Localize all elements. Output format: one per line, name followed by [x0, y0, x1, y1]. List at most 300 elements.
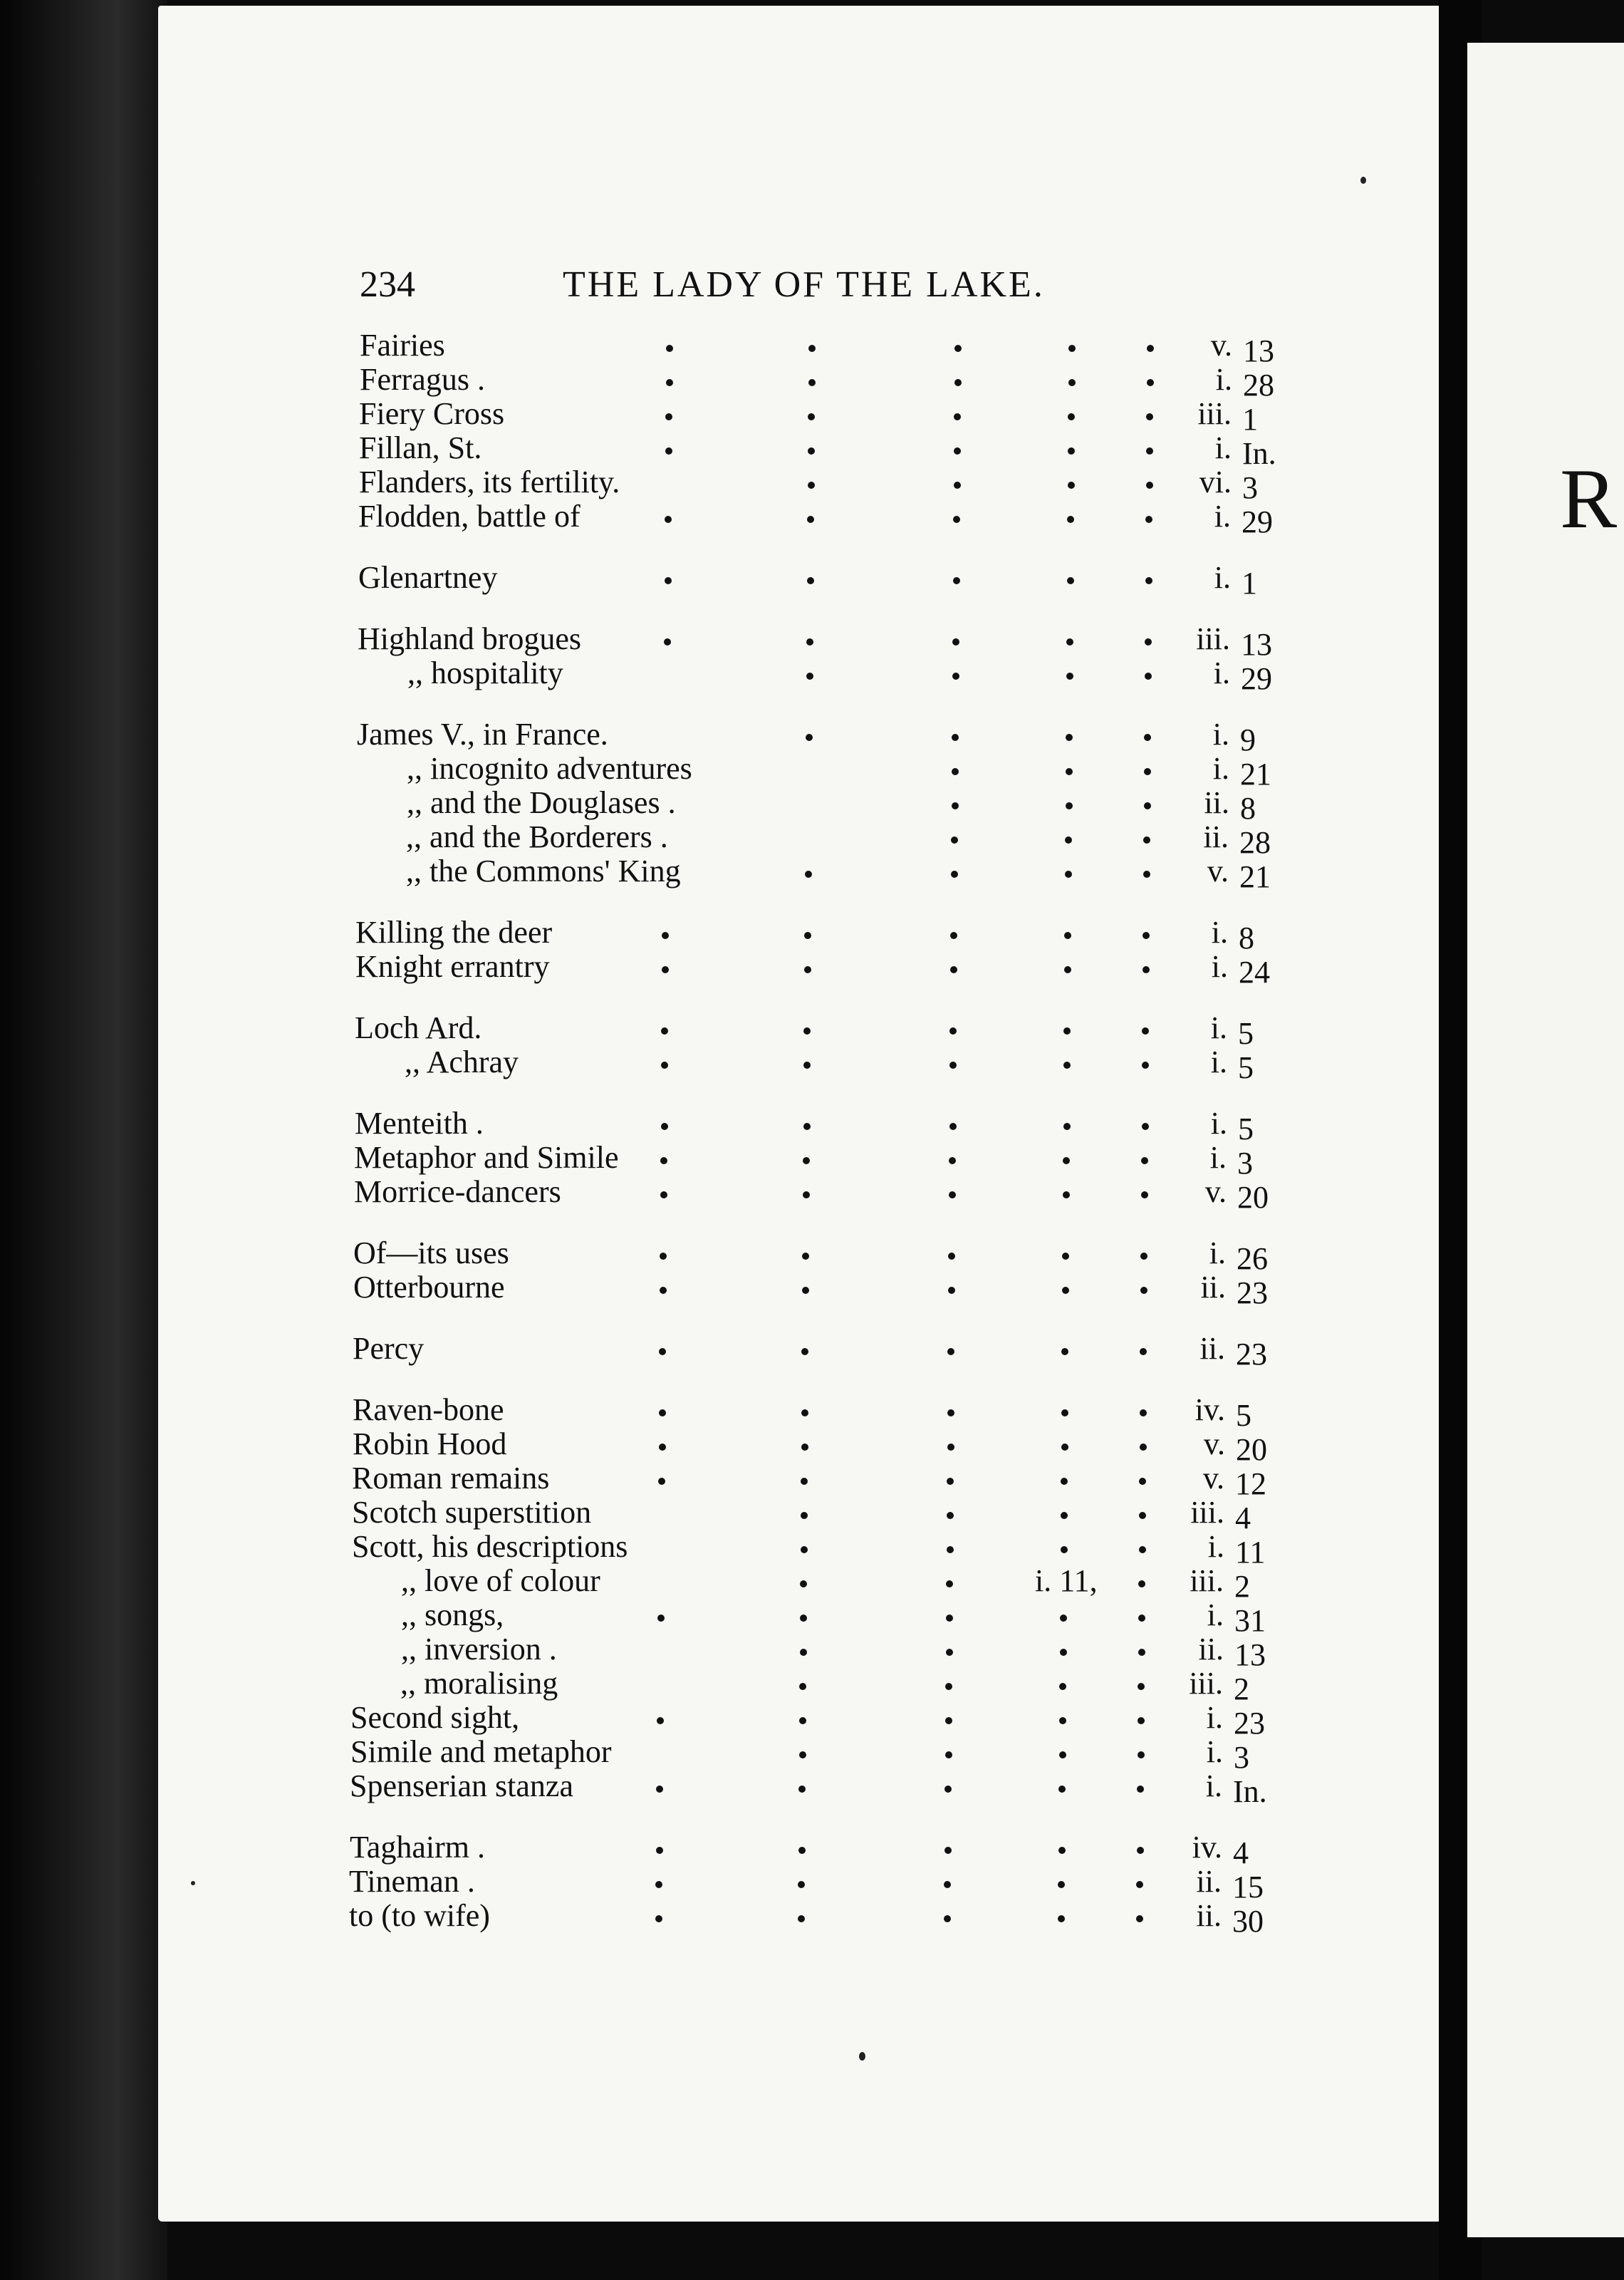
entry-term: ,, Achray [405, 1045, 519, 1079]
leader-dot [949, 1191, 956, 1198]
entry-term: Of—its uses [353, 1235, 509, 1270]
index-entry [0, 1632, 1439, 1672]
leader-dot [1142, 1123, 1149, 1130]
entry-stanza: 29 [1242, 504, 1273, 539]
leader-dot [662, 966, 669, 973]
entry-canto: ii. [1196, 1864, 1222, 1899]
index-entry [0, 560, 1439, 601]
leader-dot [808, 482, 815, 489]
leader-dot [807, 577, 814, 584]
leader-dot [1142, 1062, 1149, 1069]
index-entry [0, 362, 1439, 403]
leader-dot [801, 1444, 808, 1451]
index-entry [0, 819, 1439, 860]
leader-dot [1068, 413, 1075, 420]
leader-dot [1144, 802, 1151, 809]
leader-dot [1145, 673, 1152, 680]
entry-canto: i. [1213, 656, 1230, 690]
leader-dot [804, 932, 811, 939]
leader-dot [802, 1287, 809, 1294]
leader-dot [947, 1409, 954, 1416]
leader-dot [664, 638, 671, 646]
right-page-letter: R [1560, 451, 1618, 546]
leader-dot [808, 413, 815, 420]
leader-dot [946, 1580, 953, 1587]
entry-extra-reference: i. 11, [1035, 1563, 1098, 1598]
entry-canto: iii. [1190, 1495, 1224, 1530]
leader-dot [1058, 1881, 1065, 1888]
leader-dot [1066, 768, 1073, 775]
entry-canto: i. [1209, 1140, 1227, 1175]
leader-dot [801, 1409, 808, 1416]
index-entry [0, 1106, 1439, 1146]
entry-stanza: 30 [1232, 1904, 1264, 1939]
margin-speck [859, 2052, 865, 2061]
entry-stanza: 5 [1238, 1112, 1254, 1146]
entry-term: ,, and the Borderers . [406, 819, 668, 854]
leader-dot [803, 1027, 811, 1035]
leader-dot [806, 638, 813, 646]
leader-dot [952, 768, 959, 775]
index-entry [0, 1270, 1439, 1310]
index-entry [0, 949, 1439, 990]
leader-dot [1144, 734, 1151, 741]
entry-term: Flanders, its fertility. [359, 465, 620, 499]
entry-term: Second sight, [350, 1700, 520, 1735]
entry-canto: iii. [1189, 1666, 1223, 1701]
leader-dot [944, 1847, 952, 1854]
entry-term: Robin Hood [353, 1426, 507, 1461]
leader-dot [944, 1786, 952, 1793]
entry-canto: i. [1209, 1235, 1226, 1270]
leader-dot [800, 1615, 807, 1622]
leader-dot [1068, 379, 1076, 386]
leader-dot [661, 1027, 668, 1035]
leader-dot [1141, 1191, 1148, 1198]
leader-dot [803, 1062, 811, 1069]
index-entry [0, 328, 1439, 368]
index-entry [0, 1426, 1439, 1467]
index-entry [0, 915, 1439, 955]
leader-dot [1061, 1348, 1068, 1355]
page-number: 234 [360, 264, 415, 305]
entry-stanza: 23 [1234, 1706, 1265, 1741]
leader-dot [1061, 1444, 1068, 1451]
index-entry [0, 1331, 1439, 1372]
leader-dot [1142, 1027, 1149, 1035]
leader-dot [1062, 1287, 1069, 1294]
entry-term: Simile and metaphor [350, 1734, 612, 1769]
entry-canto: i. [1212, 751, 1229, 786]
leader-dot [945, 1751, 952, 1758]
leader-dot [805, 871, 812, 878]
entry-stanza: 26 [1237, 1241, 1268, 1276]
leader-dot [952, 734, 959, 741]
leader-dot [808, 379, 816, 386]
leader-dot [949, 1062, 957, 1069]
entry-term: ,, moralising [400, 1666, 558, 1701]
leader-dot [1063, 1157, 1070, 1164]
leader-dot [665, 447, 672, 455]
leader-dot [1066, 734, 1073, 741]
leader-dot [666, 379, 673, 386]
entry-stanza: 13 [1234, 1637, 1266, 1672]
leader-dot [945, 1717, 952, 1724]
leader-dot [1136, 1915, 1143, 1922]
leader-dot [1140, 1409, 1147, 1416]
leader-dot [950, 932, 957, 939]
leader-dot [952, 638, 959, 646]
index-entry [0, 621, 1439, 662]
entry-term: Knight errantry [355, 949, 550, 984]
leader-dot [803, 1157, 810, 1164]
leader-dot [1138, 1717, 1145, 1724]
leader-dot [659, 1409, 666, 1416]
entry-stanza: 1 [1242, 402, 1258, 437]
entry-canto: ii. [1203, 819, 1229, 854]
entry-term: Percy [353, 1331, 425, 1366]
leader-dot [954, 379, 962, 386]
leader-dot [1067, 577, 1074, 584]
index-entry [0, 396, 1439, 437]
leader-dot [1142, 932, 1150, 939]
entry-canto: ii. [1199, 1331, 1225, 1366]
entry-canto: i. [1211, 949, 1228, 984]
leader-dot [1060, 1649, 1067, 1656]
leader-dot [665, 577, 672, 584]
entry-term: ,, incognito adventures [407, 751, 692, 786]
leader-dot [1138, 1751, 1145, 1758]
entry-canto: ii. [1196, 1898, 1222, 1933]
entry-canto: iii. [1190, 1563, 1224, 1598]
leader-dot [806, 734, 813, 741]
leader-dot [1059, 1683, 1066, 1690]
leader-dot [1063, 1123, 1071, 1130]
leader-dot [657, 1717, 664, 1724]
entry-stanza: 3 [1237, 1146, 1253, 1181]
right-page [1467, 43, 1624, 2237]
entry-stanza: 23 [1237, 1275, 1268, 1310]
leader-dot [1138, 1649, 1145, 1656]
leader-dot [1066, 673, 1073, 680]
leader-dot [1062, 1253, 1069, 1260]
leader-dot [954, 345, 962, 352]
leader-dot [1139, 1512, 1146, 1519]
index-entry [0, 1700, 1439, 1741]
leader-dot [1061, 1478, 1068, 1485]
leader-dot [946, 1615, 953, 1622]
entry-term: Loch Ard. [355, 1010, 482, 1045]
entry-stanza: In. [1242, 436, 1276, 471]
entry-stanza: 28 [1243, 368, 1274, 403]
entry-stanza: 15 [1232, 1870, 1264, 1905]
leader-dot [947, 1478, 954, 1485]
leader-dot [1068, 447, 1075, 455]
leader-dot [1063, 1062, 1071, 1069]
entry-canto: v. [1204, 1174, 1227, 1209]
leader-dot [801, 1546, 808, 1553]
leader-dot [661, 1062, 668, 1069]
leader-dot [1060, 1615, 1067, 1622]
index-entry [0, 1392, 1439, 1433]
leader-dot [1067, 516, 1074, 523]
entry-canto: i. [1212, 717, 1229, 752]
entry-canto: iii. [1197, 396, 1232, 431]
index-entry [0, 499, 1439, 539]
entry-stanza: 3 [1234, 1740, 1249, 1775]
leader-dot [804, 966, 811, 973]
leader-dot [944, 1881, 951, 1888]
leader-dot [1140, 1253, 1147, 1260]
leader-dot [800, 1580, 807, 1587]
leader-dot [951, 871, 958, 878]
leader-dot [1058, 1847, 1066, 1854]
index-entry [0, 1768, 1439, 1809]
leader-dot [947, 1348, 954, 1355]
entry-canto: i. [1214, 560, 1231, 595]
leader-dot [656, 1847, 663, 1854]
leader-dot [1063, 1191, 1070, 1198]
leader-dot [1142, 966, 1150, 973]
leader-dot [660, 1253, 667, 1260]
leader-dot [808, 447, 815, 455]
leader-dot [950, 966, 957, 973]
leader-dot [1068, 482, 1075, 489]
entry-term: Glenartney [358, 560, 498, 595]
leader-dot [948, 1253, 955, 1260]
entry-stanza: 5 [1238, 1016, 1254, 1051]
leader-dot [1136, 1881, 1143, 1888]
leader-dot [948, 1287, 955, 1294]
leader-dot [953, 577, 960, 584]
leader-dot [1137, 1847, 1144, 1854]
index-entry [0, 465, 1439, 505]
leader-dot [1145, 577, 1152, 584]
entry-stanza: 3 [1242, 470, 1258, 505]
leader-dot [666, 345, 673, 352]
entry-canto: i. [1210, 1106, 1227, 1141]
index-entry [0, 1898, 1439, 1939]
entry-canto: iv. [1192, 1830, 1222, 1865]
leader-dot [1059, 1717, 1066, 1724]
entry-term: ,, and the Douglases . [407, 785, 676, 820]
leader-dot [1146, 447, 1153, 455]
leader-dot [661, 1123, 668, 1130]
entry-stanza: 11 [1235, 1535, 1266, 1570]
entry-stanza: 4 [1233, 1835, 1249, 1870]
leader-dot [947, 1546, 954, 1553]
leader-dot [945, 1683, 952, 1690]
entry-term: Metaphor and Simile [354, 1140, 619, 1175]
leader-dot [801, 1478, 808, 1485]
entry-term: Fillan, St. [359, 430, 482, 465]
index-entry [0, 854, 1439, 894]
index-entry [0, 1495, 1439, 1535]
index-entry [0, 1174, 1439, 1215]
entry-canto: i. [1214, 499, 1231, 534]
entry-term: Killing the deer [355, 915, 553, 950]
entry-term: Raven-bone [353, 1392, 504, 1427]
entry-canto: i. [1206, 1700, 1223, 1735]
entry-canto: ii. [1204, 785, 1229, 820]
entry-term: Tineman . [349, 1864, 475, 1899]
entry-term: Otterbourne [353, 1270, 505, 1305]
leader-dot [1066, 802, 1073, 809]
entry-canto: i. [1210, 1010, 1227, 1045]
leader-dot [802, 1253, 809, 1260]
leader-dot [660, 1191, 667, 1198]
leader-dot [806, 673, 813, 680]
leader-dot [1146, 413, 1153, 420]
entry-term: Flodden, battle of [358, 499, 581, 534]
entry-stanza: 21 [1239, 859, 1271, 894]
leader-dot [662, 932, 669, 939]
entry-term: Ferragus . [360, 362, 485, 397]
leader-dot [1065, 871, 1072, 878]
entry-canto: i. [1207, 1597, 1224, 1632]
leader-dot [949, 1123, 957, 1130]
leader-dot [801, 1348, 808, 1355]
leader-dot [1139, 1478, 1146, 1485]
leader-dot [799, 1717, 806, 1724]
leader-dot [949, 1157, 956, 1164]
entry-stanza: 28 [1239, 825, 1271, 860]
leader-dot [801, 1512, 808, 1519]
entry-canto: i. [1210, 1045, 1227, 1079]
entry-canto: v. [1207, 854, 1229, 888]
leader-dot [1138, 1615, 1145, 1622]
entry-stanza: 5 [1236, 1398, 1251, 1433]
index-entry [0, 1734, 1439, 1775]
entry-stanza: 13 [1241, 627, 1272, 662]
leader-dot [1066, 638, 1073, 646]
leader-dot [1141, 1157, 1148, 1164]
index-entry [0, 717, 1439, 757]
entry-stanza: In. [1233, 1774, 1267, 1809]
leader-dot [1065, 836, 1072, 844]
entry-canto: i. [1207, 1529, 1224, 1564]
entry-term: Menteith . [355, 1106, 484, 1141]
leader-dot [1145, 516, 1152, 523]
leader-dot [953, 516, 960, 523]
leader-dot [799, 1683, 806, 1690]
leader-dot [1147, 345, 1154, 352]
index-entry [0, 1140, 1439, 1181]
leader-dot [660, 1287, 667, 1294]
entry-term: ,, songs, [401, 1597, 504, 1632]
leader-dot [947, 1444, 954, 1451]
leader-dot [1143, 836, 1150, 844]
entry-canto: ii. [1198, 1632, 1224, 1667]
index-entry [0, 785, 1439, 826]
leader-dot [659, 1348, 666, 1355]
entry-term: Taghairm . [350, 1830, 485, 1865]
leader-dot [1138, 1580, 1145, 1587]
leader-dot [1058, 1915, 1065, 1922]
leader-dot [656, 1786, 663, 1793]
entry-stanza: 29 [1241, 661, 1272, 696]
leader-dot [803, 1191, 810, 1198]
entry-term: Scott, his descriptions [352, 1529, 628, 1564]
leader-dot [1064, 932, 1071, 939]
leader-dot [803, 1123, 811, 1130]
leader-dot [1145, 638, 1152, 646]
leader-dot [665, 413, 672, 420]
leader-dot [1140, 1444, 1147, 1451]
margin-speck [191, 1881, 195, 1885]
entry-stanza: 23 [1236, 1337, 1267, 1372]
entry-canto: i. [1215, 362, 1232, 397]
entry-term: Fiery Cross [359, 396, 505, 431]
leader-dot [1140, 1287, 1147, 1294]
leader-dot [665, 516, 672, 523]
entry-canto: ii. [1200, 1270, 1226, 1305]
index-entry [0, 1563, 1439, 1604]
entry-term: James V., in France. [357, 717, 608, 752]
entry-canto: i. [1205, 1768, 1222, 1803]
entry-canto: v. [1203, 1426, 1225, 1461]
entry-canto: i. [1206, 1734, 1223, 1769]
entry-canto: vi. [1199, 465, 1232, 499]
leader-dot [1061, 1409, 1068, 1416]
leader-dot [798, 1847, 806, 1854]
entry-stanza: 8 [1239, 921, 1254, 955]
index-entry [0, 1666, 1439, 1706]
index-entry [0, 1235, 1439, 1276]
leader-dot [1063, 1027, 1071, 1035]
leader-dot [655, 1881, 662, 1888]
index-entry [0, 1529, 1439, 1570]
entry-term: Highland brogues [358, 621, 582, 656]
leader-dot [946, 1649, 953, 1656]
leader-dot [655, 1915, 662, 1922]
leader-dot [952, 673, 959, 680]
leader-dot [944, 1915, 951, 1922]
entry-term: ,, inversion . [401, 1632, 557, 1667]
leader-dot [1059, 1751, 1066, 1758]
entry-term: to (to wife) [349, 1898, 490, 1933]
index-entry [0, 430, 1439, 471]
leader-dot [954, 482, 961, 489]
leader-dot [954, 447, 961, 455]
leader-dot [949, 1027, 957, 1035]
index-entry [0, 1461, 1439, 1501]
leader-dot [799, 1751, 806, 1758]
entry-canto: v. [1202, 1461, 1224, 1496]
leader-dot [798, 1786, 806, 1793]
index-entry [0, 751, 1439, 792]
entry-stanza: 20 [1236, 1432, 1267, 1467]
entry-term: ,, hospitality [407, 656, 563, 690]
entry-term: Roman remains [352, 1461, 550, 1496]
leader-dot [808, 345, 816, 352]
leader-dot [1137, 1786, 1144, 1793]
index-entry [0, 656, 1439, 696]
entry-stanza: 31 [1234, 1603, 1266, 1638]
entry-canto: v. [1210, 328, 1232, 363]
leader-dot [1144, 768, 1151, 775]
leader-dot [1140, 1348, 1147, 1355]
entry-stanza: 2 [1234, 1672, 1249, 1706]
leader-dot [1061, 1512, 1068, 1519]
entry-term: Fairies [360, 328, 445, 363]
entry-term: Spenserian stanza [350, 1768, 573, 1803]
leader-dot [798, 1915, 805, 1922]
leader-dot [658, 1478, 665, 1485]
entry-stanza: 8 [1240, 791, 1256, 826]
entry-term: ,, love of colour [401, 1563, 600, 1598]
entry-stanza: 4 [1235, 1501, 1251, 1535]
